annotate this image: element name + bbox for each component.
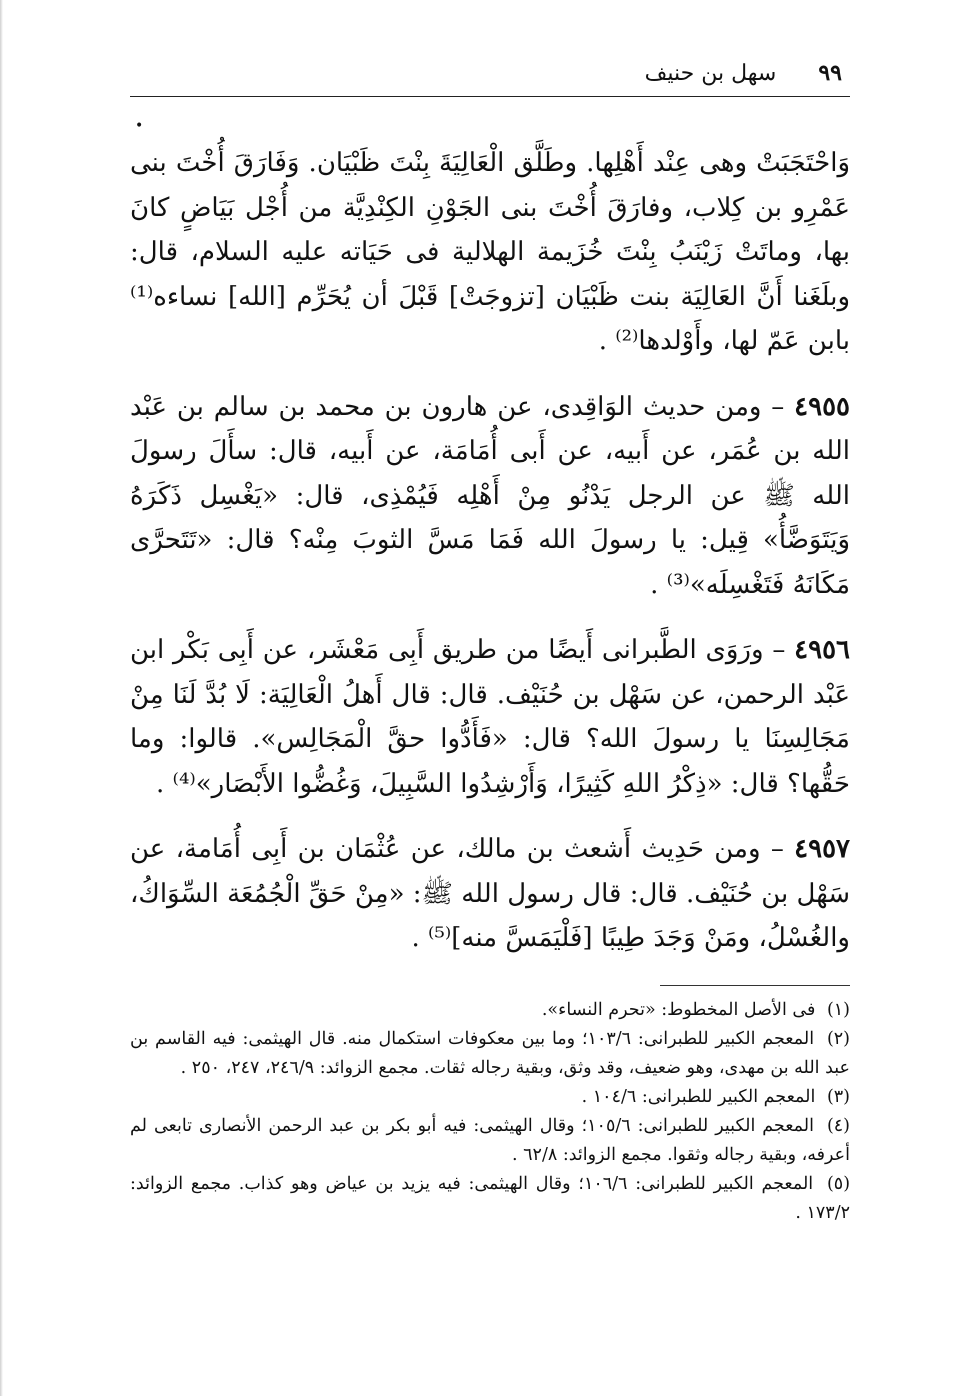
- footnote: [130, 1112, 850, 1170]
- paragraph-continuation: [130, 141, 850, 364]
- hadith-number: ٤٩٥٦: [794, 635, 850, 665]
- page-number: ٩٩: [818, 60, 842, 86]
- footnote-number: (١): [826, 999, 850, 1020]
- hadith-4955: [130, 385, 850, 608]
- footnote-divider: [660, 985, 850, 986]
- footnote-text: المعجم الكبير للطبرانى: ١٠٥/٦؛ وقال الهيثمى: فيه أبو بكر بن عبد الرحمن الأنصارى تابعى لم أعرفه، وبقية رجاله وثقوا. مجمع الزوائد: ٦٢/٨ .: [130, 1115, 850, 1165]
- paragraph-text: – ومن حديث الوَاقِدى، عن هارون بن محمد بن سالم بن عَبْد الله بن عُمَر، عن أَبيه، عن أَبى أُمَامَة، عن أَبيه، قال: سأَلَ رسولَ الله ﷺ عن الرجل يَدْنُو مِنْ أَهْلِه فَيُمْذِى، قال: «يَغْسِل ذَكَرَهُ وَيَتَوَضَّأُ» قِيل: يا رسولَ الله فَمَا مَسَّ الثوبَ مِنْه؟ قال: «تَتَحرَّى مَكَانَهُ فَتَغْسِلَه»⁽³⁾ .: [130, 391, 850, 600]
- paragraph-text: – ومن حَدِيث أَشعث بن مالك، عن عُثْمَان بن أَبِى أُمَامة، عن سَهْل بن حُنَيْف. قال: قال رسول الله ﷺ: «مِنْ حَقِّ الْجُمُعَة السِّوَاكُ، والغُسْلُ، ومَنْ وَجَدَ طِيبًا [فَلْيَمَسَّ منه]⁽⁵⁾ .: [130, 834, 850, 953]
- running-header: [130, 60, 850, 97]
- scan-edge: [0, 0, 3, 1396]
- footnotes: [130, 996, 850, 1228]
- book-page: [130, 60, 850, 1228]
- footnote-text: المعجم الكبير للطبرانى: ١٠٦/٦؛ وقال الهيثمى: فيه يزيد بن عياض وهو كذاب. مجمع الزوائد: ١٧٣/٢ .: [130, 1173, 850, 1223]
- running-title: سهل بن حنيف: [644, 61, 777, 86]
- hadith-4957: [130, 827, 850, 961]
- footnote: [130, 996, 850, 1025]
- hadith-number: ٤٩٥٧: [794, 834, 850, 864]
- footnote: [130, 1025, 850, 1083]
- footnote-number: (٢): [826, 1028, 850, 1049]
- footnote: [130, 1083, 850, 1112]
- stray-mark: •: [135, 118, 144, 134]
- footnote-number: (٣): [826, 1086, 850, 1107]
- paragraph-text: – ورَوَى الطَّبرانى أَيضًا من طريق أَبِى مَعْشَر، عن أَبِى بَكْر ابن عَبْد الرحمن، عن سَهْل بن حُنَيْف. قال: قال أَهلُ الْعَالِيَة: لَا بُدَّ لَنَا مِنْ مَجَالِسِنَا يا رسولَ الله؟ قال: «فَأَدُّوا حقَّ الْمَجَالِس». قالوا: وما حَقُّها؟ قال: «ذِكْرُ اللهِ كَثِيرًا، وَأَرْشِدُوا السَّبِيلَ، وَغُضُّوا الأَبْصَار»⁽⁴⁾ .: [130, 635, 850, 799]
- footnote: [130, 1170, 850, 1228]
- footnote-text: فى الأصل المخطوط: «تحرم النساء».: [541, 999, 816, 1020]
- hadith-4956: [130, 628, 850, 806]
- hadith-number: ٤٩٥٥: [794, 391, 850, 422]
- footnote-text: المعجم الكبير للطبرانى: ١٠٣/٦؛ وما بين معكوفات استكمال منه. قال الهيثمى: فيه القاسم بن عبد الله بن مهدى، وهو ضعيف، وقد وثق، وبقية رجاله ثقات. مجمع الزوائد: ٢٤٦/٩، ٢٤٧، ٢٥٠ .: [130, 1028, 850, 1078]
- footnote-number: (٤): [826, 1115, 850, 1136]
- footnote-text: المعجم الكبير للطبرانى: ١٠٤/٦ .: [581, 1086, 816, 1107]
- main-text: [130, 141, 850, 961]
- paragraph-text: وَاحْتَجَبَتْ وهى عِنْد أَهْلِها. وطَلَّق الْعَالِيَةَ بِنْتَ ظَبْيَان. وَفَارَقَ أُخْتَ بنى عَمْرِو بن كِلاب، وفارَقَ أُخْتَ بنى الجَوْنِ الكِنْدِيَّة من أُجْل بَيَاضٍ كانَ بها، وماتَتْ زَيْنَبُ بِنْتَ خُزَيمة الهلالية فى حَيَاته عليه السلام، قال: وبلَغَنا أَنَّ العَالِيَة بنت ظَبْيَان [تزوجَتْ] قَبْلَ أن يُحَرِّم [الله] نساءه⁽¹⁾ بابن عَمّ لها، وأَوْلدها⁽²⁾ .: [130, 148, 850, 356]
- footnote-number: (٥): [826, 1173, 851, 1194]
